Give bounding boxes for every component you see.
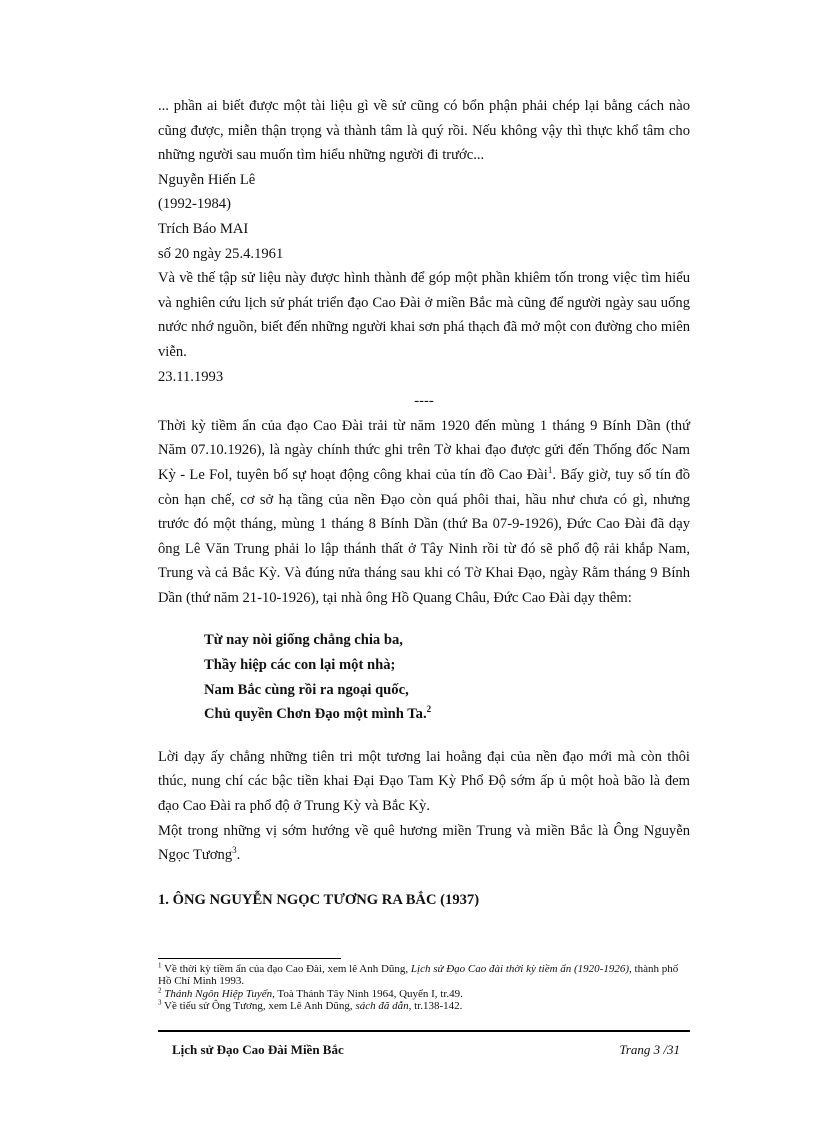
footer-title: Lịch sử Đạo Cao Đài Miền Bắc	[172, 1042, 344, 1057]
page-number: Trang 3 /31	[619, 1042, 680, 1057]
footnote-ref-2[interactable]: 2	[426, 704, 432, 715]
footnotes	[158, 963, 690, 1013]
footnote-ref-3[interactable]: 3	[232, 845, 237, 856]
footnote-1	[158, 963, 690, 988]
footer-divider	[158, 1030, 690, 1032]
source-issue: số 20 ngày 25.4.1961	[158, 245, 284, 262]
para3-text: Một trong những vị sớm hướng về quê hương miền Trung và miền Bắc là Ông Nguyễn Ngọc Tương	[158, 822, 690, 864]
poem-line: Nam Bắc cùng rồi ra ngoại quốc,	[204, 681, 409, 698]
quote-source: Trích Báo MAI	[158, 220, 249, 237]
footnote-text: , thành phố Hồ Chí Minh 1993.	[158, 963, 679, 988]
footnote-text: tr.138-142.	[411, 1000, 463, 1013]
para3-end: .	[236, 847, 241, 864]
author-years: (1992-1984)	[158, 196, 231, 213]
section-heading: 1. ÔNG NGUYỄN NGỌC TƯƠNG RA BẮC (1937)	[158, 891, 480, 908]
footnote-2	[158, 988, 690, 1000]
paragraph-latent-period	[158, 414, 690, 611]
footnote-title: Thánh Ngôn Hiệp Tuyển	[164, 987, 273, 1000]
footnote-number: 1	[158, 961, 162, 970]
footnote-divider	[158, 958, 341, 959]
page-body	[158, 94, 690, 912]
poem-line: Thầy hiệp các con lại một nhà;	[204, 657, 396, 674]
opening-quote: ... phần ai biết được một tài liệu gì về sử cũng có bổn phận phải chép lại bằng cách nào cũng được, miễn thận trọng và thành tâm là quý rồi. Nếu không vậy thì thực khổ tâm cho những người sau muốn tìm hiểu những người đi trước...	[158, 98, 690, 164]
page-footer	[172, 1042, 680, 1058]
quote-author: Nguyễn Hiến Lê	[158, 171, 256, 188]
footnote-text: Về thời kỳ tiềm ẩn của đạo Cao Đài, xem lê Anh Dũng,	[161, 963, 411, 975]
poem-line: Từ nay nòi giống chẳng chia ba,	[204, 632, 403, 649]
para1-text-b: . Bấy giờ, tuy số tín đồ còn hạn chế, cơ sở hạ tầng của nền Đạo còn quá phôi thai, hầu như chưa có gì, nhưng trước đó một tháng, mùng 1 tháng 8 Bính Dần (thứ Ba 07-9-1926), Đức Cao Đài đã dạy ông Lê Văn Trung phải lo lập thánh thất ở Tây Ninh rồi từ đó sẽ phổ độ rải khắp Nam, Trung và cả Bắc Kỳ. Và đúng nửa tháng sau khi có Tờ Khai Đạo, ngày Rằm tháng 9 Bính Dần (thứ năm 21-10-1926), tại nhà ông Hồ Quang Châu, Đức Cao Đài dạy thêm:	[158, 466, 690, 606]
intro-paragraph: Và về thế tập sử liệu này được hình thành để góp một phần khiêm tốn trong việc tìm hiểu và nghiên cứu lịch sử phát triển đạo Cao Đài ở miền Bắc mà cũng để người ngày sau uống nước nhớ nguồn, biết đến những người khai sơn phá thạch đã mở một con đường cho miên viễn.	[158, 270, 690, 360]
paragraph-prophecy: Lời dạy ấy chẳng những tiên tri một tương lai hoằng đại của nền đạo mới mà còn thôi thúc, nung chí các bậc tiền khai Đại Đạo Tam Kỳ Phổ Độ sớm ấp ủ một hoà bão là đem đạo Cao Đài ra phổ độ ở Trung Kỳ và Bắc Kỳ.	[158, 748, 690, 815]
footnote-text: , Toà Thánh Tây Ninh 1964, Quyển I, tr.49.	[272, 987, 463, 1000]
footnote-title: sách đã dẫn,	[355, 1000, 412, 1013]
section-separator: ----	[414, 393, 434, 410]
poem	[204, 628, 690, 726]
footnote-number: 3	[158, 998, 162, 1007]
footnote-text: Về tiểu sử Ông Tương, xem Lê Anh Dũng,	[161, 1000, 356, 1013]
para1-text-a: Thời kỳ tiềm ẩn của đạo Cao Đài trải từ năm 1920 đến mùng 1 tháng 9 Bính Dần (thứ Năm 07.10.1926), là ngày chính thức ghi trên Tờ khai đạo được gửi đến Thống đốc Nam Kỳ - Le Fol, tuyên bố sự hoạt động công khai của tín đồ Cao Đài	[158, 417, 690, 483]
footnote-3	[158, 1000, 690, 1012]
intro-date: 23.11.1993	[158, 368, 224, 385]
poem-line-text: Chủ quyền Chơn Đạo một mình Ta.	[204, 706, 427, 723]
footnote-number: 2	[158, 986, 162, 995]
poem-line-last	[204, 702, 690, 727]
paragraph-nguyen-ngoc-tuong	[158, 819, 690, 868]
footnote-ref-1[interactable]: 1	[547, 465, 553, 476]
footnote-title: Lịch sử Đạo Cao đài thời kỳ tiềm ẩn (1920-1926)	[410, 963, 630, 975]
